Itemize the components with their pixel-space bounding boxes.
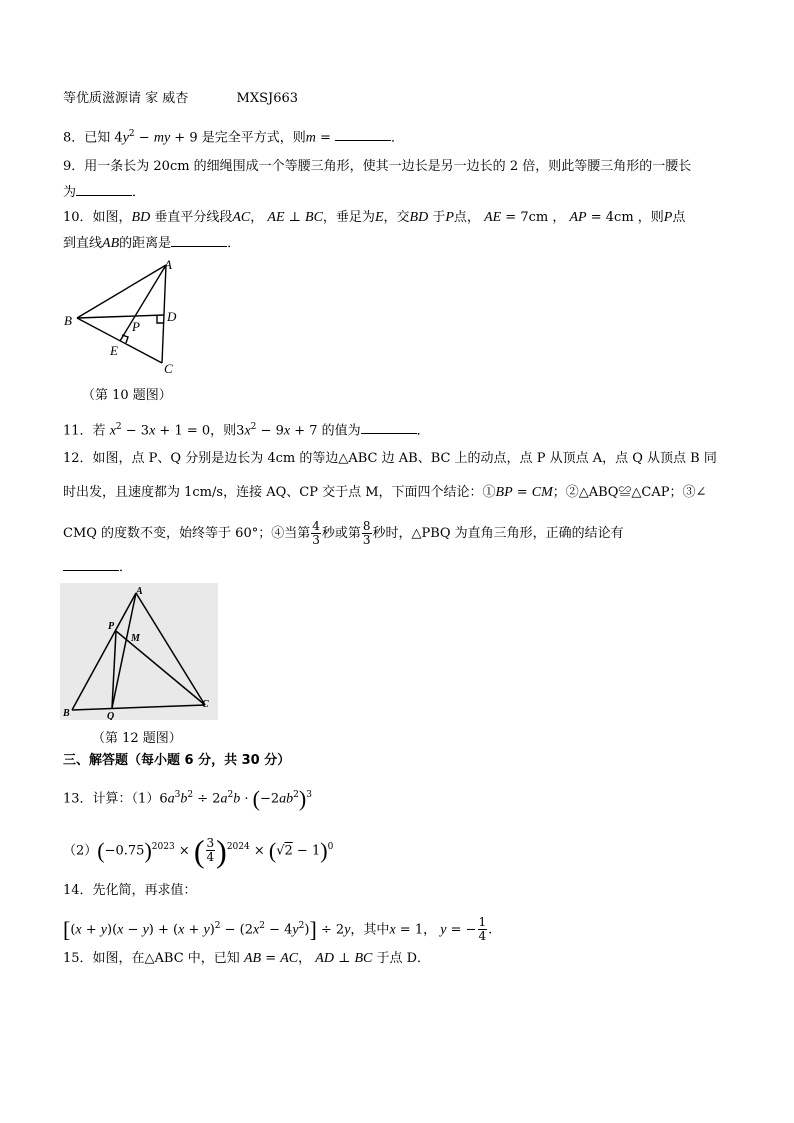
question-14-line2: $[(x + y)(x - y) + (x + y)^2 - (2x^2 - 4y^2)] \div 2y$，其中x = 1， y = − $\frac{1}{4}$ .: [63, 915, 493, 944]
q10-text: ，: [552, 210, 566, 225]
label-B: B: [63, 708, 70, 719]
q9-text: 为: [63, 185, 77, 200]
label-P: P: [132, 319, 140, 334]
q10-text: ，垂足为: [322, 210, 375, 225]
label-E: E: [110, 343, 118, 358]
fraction-1-4: $\frac{1}{4}$: [478, 915, 487, 944]
question-12-line3: [63, 519, 624, 549]
q10-end: ．: [227, 236, 241, 251]
q12-text: ；②△ABQ≌△CAP；③∠: [552, 485, 707, 500]
q10-text: ，则: [637, 210, 664, 225]
section-3-title: 三、解答题（每小题 6 分，共 30 分）: [63, 753, 291, 768]
header-text: 等优质滋源请 家 威杏: [63, 91, 189, 106]
question-9-line2: [63, 183, 145, 202]
answer-blank[interactable]: [361, 421, 417, 434]
q13-text: （2）: [63, 843, 98, 859]
q11-end: ．: [416, 423, 430, 439]
question-12-line1: 12．如图，点 P、Q 分别是边长为 4cm 的等边△ABC 边 AB、BC 上的动点，点 P 从顶点 A，点 Q 从顶点 B 同: [63, 451, 717, 466]
label-A: A: [164, 257, 172, 272]
q10-text: 10．如图，: [63, 210, 132, 225]
q10-text: 的距离是: [119, 236, 172, 251]
q10-text: 点: [672, 210, 686, 225]
figure-12-drawing: [60, 583, 218, 720]
q12-text: CMQ 的度数不变，始终等于 60°；④当第: [63, 526, 311, 541]
fraction-4-3: $\frac{4}{3}$: [312, 519, 320, 547]
q13-text: 13．计算：（1）: [63, 791, 160, 807]
question-12-line4: [63, 558, 132, 577]
figure-10-caption: （第 10 题图）: [82, 388, 172, 403]
q11-text: 的值为: [321, 423, 361, 439]
question-8: 8．已知 $4y^2$ − my + 9 是完全平方式，则m = ．: [63, 129, 405, 146]
question-13-part2: $(2)(-0.75)^{2023}$ × ( $\frac{3}{4}$ )$^{2024} \times (√2 - 1)^0$: [63, 832, 334, 869]
fraction-8-3: $\frac{8}{3}$: [362, 519, 371, 547]
fraction-3-4: $\frac{3}{4}$: [206, 836, 215, 865]
label-A: A: [136, 586, 143, 597]
question-13-part1: 13．计算：$(1)6a^3b^2 \div 2a^2b \cdot (-2ab^2)^3$: [63, 785, 312, 811]
question-12-line2: 时出发，且速度都为 1cm/s，连接 AQ、CP 交于点 M，下面四个结论：①BP = CM；②△ABQ≌△CAP；③∠: [63, 485, 707, 500]
label-M: M: [131, 633, 140, 644]
answer-blank[interactable]: [63, 558, 119, 571]
question-10-line2: 到直线AB的距离是 ．: [63, 236, 241, 251]
answer-blank[interactable]: [335, 128, 391, 141]
q10-text: ，: [250, 210, 264, 225]
question-14-line1: 14．先化简，再求值：: [63, 883, 197, 898]
q10-text: 点，: [453, 210, 480, 225]
q11-text: 11．若: [63, 423, 106, 439]
q10-text: ，交: [383, 210, 410, 225]
header: [63, 90, 298, 108]
q10-text: 于: [432, 210, 446, 225]
figure-12-caption: （第 12 题图）: [92, 731, 182, 746]
q12-text: 秒时，△PBQ 为直角三角形，正确的结论有: [372, 526, 624, 541]
q12-text: 时出发，且速度都为 1cm/s，连接 AQ、CP 交于点 M，下面四个结论：①: [63, 485, 496, 500]
q15-text: 于点 D．: [376, 951, 431, 966]
question-11: 11．若 $x^2 - 3x + 1 = 0$，则$3x^2 - 9x + 7$ 的值为 ．: [63, 422, 430, 439]
q15-text: 15．如图，在△ABC 中，已知: [63, 951, 240, 966]
question-10-line1: 10．如图，BD 垂直平分线段AC， AE ⊥ BC，垂足为E，交BD 于P点， AE = 7cm ， AP = 4cm ，则P点: [63, 210, 686, 225]
answer-blank[interactable]: [171, 234, 227, 247]
q12-text: 秒或第: [321, 526, 361, 541]
label-C: C: [202, 699, 209, 710]
label-C: C: [164, 361, 173, 375]
label-D: D: [167, 309, 177, 324]
q8-text-a: 已知: [84, 130, 111, 146]
q8-text-b: 是完全平方式，则: [201, 130, 306, 146]
q12-end: ．: [119, 560, 133, 575]
q11-text: ，则: [210, 423, 237, 439]
figure-10: [60, 255, 190, 375]
q10-text: 垂直平分线段: [154, 210, 233, 225]
q15-text: ，: [298, 951, 312, 966]
label-P: P: [108, 621, 115, 632]
q9-end: ．: [132, 185, 146, 200]
q8-end: ．: [391, 130, 405, 146]
q8-number: 8．: [63, 130, 85, 146]
header-code: MXSJ663: [236, 91, 299, 106]
q14-text: ，其中: [350, 922, 390, 938]
q10-text: 到直线: [63, 236, 103, 251]
question-15: 15．如图，在△ABC 中，已知 AB = AC， AD ⊥ BC 于点 D．: [63, 951, 431, 966]
question-9-line1: 9．用一条长为 20cm 的细绳围成一个等腰三角形，使其一边长是另一边长的 2 倍，则此等腰三角形的一腰长: [63, 159, 692, 174]
label-Q: Q: [107, 711, 115, 720]
answer-blank[interactable]: [76, 183, 132, 196]
q14-text: ，: [423, 922, 437, 938]
label-B: B: [64, 313, 72, 328]
